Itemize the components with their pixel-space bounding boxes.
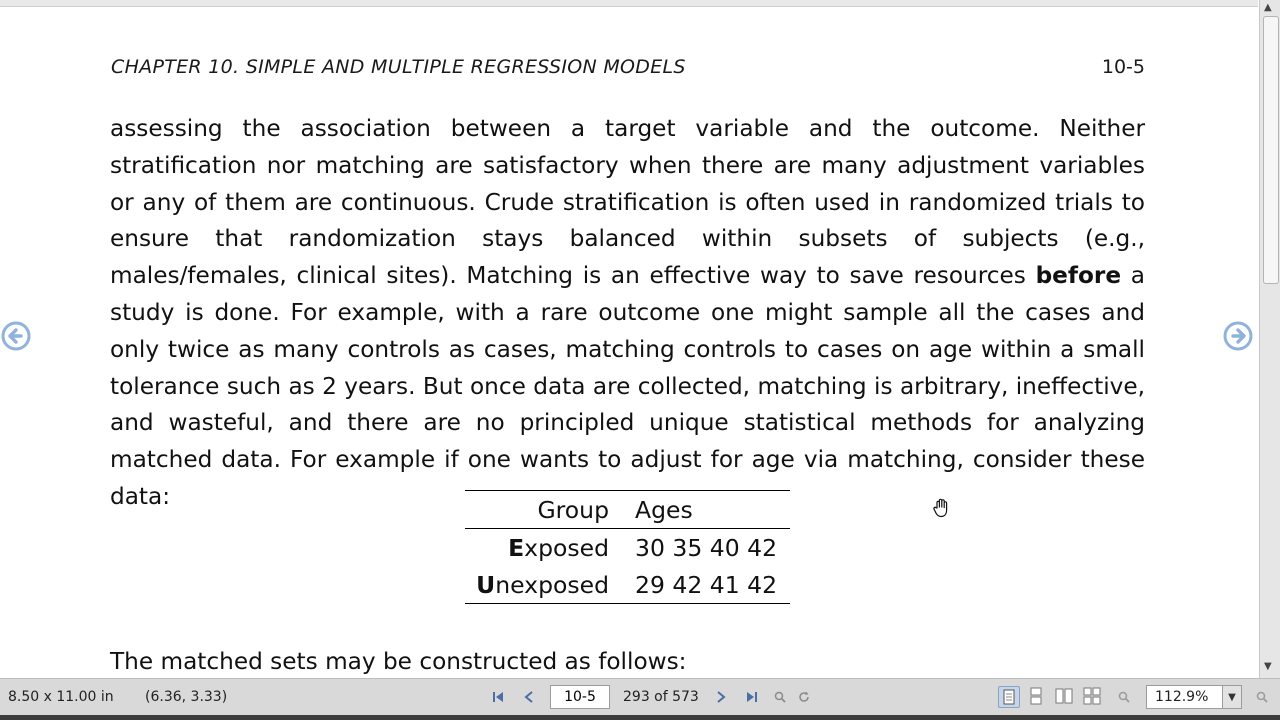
prev-page-icon[interactable]: [519, 687, 539, 707]
running-head-title: CHAPTER 10. SIMPLE AND MULTIPLE REGRESSION MODELS: [111, 56, 686, 78]
table-row: [465, 566, 790, 604]
single-page-view-icon[interactable]: [998, 686, 1020, 708]
first-page-icon[interactable]: [488, 687, 508, 707]
header-group: Group: [537, 495, 609, 524]
continuous-view-icon[interactable]: [1026, 686, 1048, 708]
chevron-down-icon[interactable]: ▼: [1222, 686, 1241, 708]
header-ages: Ages: [635, 495, 693, 524]
cursor-coordinates: (6.36, 3.33): [145, 689, 228, 705]
group-cell: Unexposed: [476, 570, 609, 599]
facing-continuous-view-icon[interactable]: [1082, 686, 1104, 708]
page-count: 293 of 573: [623, 689, 699, 705]
ages-table: [465, 490, 790, 604]
circle-arrow-right-icon[interactable]: [1223, 321, 1253, 351]
zoom-out-icon[interactable]: [1114, 687, 1134, 707]
scrollbar-thumb[interactable]: [1263, 16, 1279, 284]
ages-cell: 29 42 41 42: [635, 570, 778, 599]
circle-arrow-left-icon[interactable]: [1, 321, 31, 351]
vertical-scrollbar[interactable]: [1259, 0, 1280, 678]
page-number-input[interactable]: [550, 685, 610, 709]
top-border: [0, 0, 1258, 7]
next-page-icon[interactable]: [711, 687, 731, 707]
running-head-page-number: 10-5: [1101, 56, 1145, 78]
scroll-down-arrow-icon[interactable]: ▼: [1264, 661, 1272, 672]
paragraph-text-1: assessing the association between a target variable and the outcome. Neither stratification nor matching are satisfactory when there are many adjustment variables or any of them are continuous. Crude stratification is often used in randomized trials to ensure that randomization stays balanced within subsets of subjects (e.g., males/females, clinical sites). Matching is an effective way to save resources: [110, 115, 1145, 290]
bottom-edge: [0, 715, 1280, 720]
status-bar: [0, 678, 1280, 716]
scroll-up-arrow-icon[interactable]: ▲: [1264, 2, 1272, 13]
hand-cursor-icon: [932, 497, 952, 519]
table-row: [465, 529, 790, 567]
rotate-icon[interactable]: [794, 687, 814, 707]
paragraph-text-2: a study is done. For example, with a rare outcome one might sample all the cases and only twice as many controls as cases, matching controls to cases on age within a small tolerance such as 2 years. But once data are collected, matching is arbitrary, ineffective, and wasteful, and there are no principled unique statistical methods for analyzing matched data. For example if one wants to adjust for age via matching, consider these data:: [110, 262, 1145, 510]
running-head: [111, 56, 1145, 78]
ages-cell: 30 35 40 42: [635, 533, 778, 562]
zoom-select[interactable]: [1146, 685, 1242, 709]
find-icon[interactable]: [770, 687, 790, 707]
group-cell: Exposed: [508, 533, 609, 562]
next-paragraph-line: The matched sets may be constructed as follows:: [110, 648, 687, 675]
page-size-label: 8.50 x 11.00 in: [8, 689, 114, 705]
facing-view-icon[interactable]: [1054, 686, 1076, 708]
body-paragraph: [110, 111, 1145, 516]
last-page-icon[interactable]: [742, 687, 762, 707]
zoom-in-icon[interactable]: [1252, 687, 1272, 707]
table-header-row: [465, 491, 790, 529]
paragraph-bold-word: before: [1035, 262, 1122, 290]
zoom-value: 112.9%: [1155, 689, 1209, 705]
